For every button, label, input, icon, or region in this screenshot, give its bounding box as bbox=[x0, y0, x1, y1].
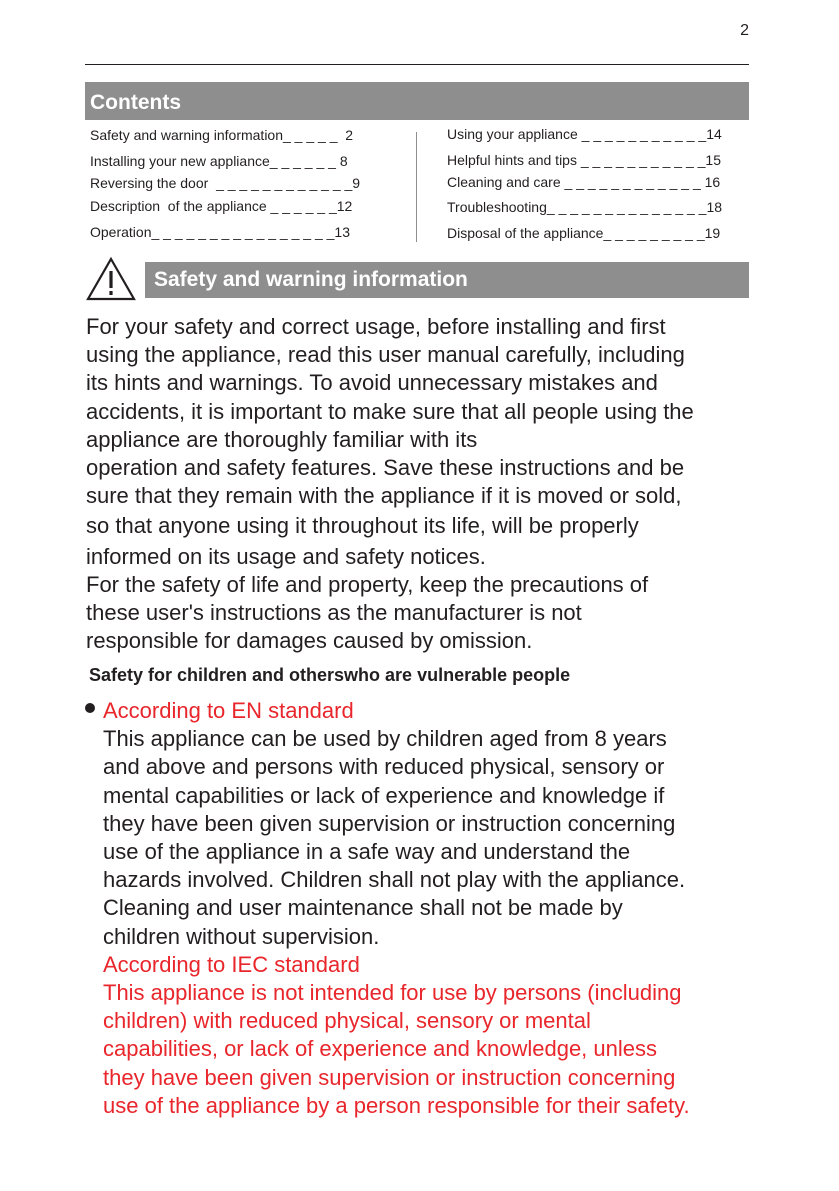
text-line: using the appliance, read this user manual carefully, including bbox=[86, 342, 685, 368]
text-line: they have been given supervision or instruction concerning bbox=[103, 1064, 676, 1090]
text-line: For your safety and correct usage, before installing and first bbox=[86, 314, 666, 339]
text-line: they have been given supervision or instruction concerning bbox=[103, 810, 676, 836]
toc-entry[interactable]: Cleaning and care _ _ _ _ _ _ _ _ _ _ _ _ 16 bbox=[447, 174, 721, 190]
text-line: children without supervision. bbox=[103, 923, 380, 949]
text-line: these user's instructions as the manufacturer is not bbox=[86, 600, 582, 626]
children-safety-subheading: Safety for children and otherswho are vulnerable people bbox=[89, 665, 571, 685]
text-line: and above and persons with reduced physical, sensory or bbox=[103, 754, 665, 780]
text-line: This appliance can be used by children aged from 8 years bbox=[103, 726, 667, 752]
text-line: use of the appliance in a safe way and understand the bbox=[103, 839, 631, 865]
bullet-icon bbox=[85, 703, 95, 713]
safety-section-heading: Safety and warning information bbox=[145, 262, 749, 298]
toc-divider bbox=[416, 132, 417, 242]
toc-entry[interactable]: Safety and warning information_ _ _ _ _ 2 bbox=[90, 127, 354, 143]
text-line: accidents, it is important to make sure that all people using the bbox=[86, 398, 694, 424]
page-number: 2 bbox=[740, 22, 749, 39]
text-line: capabilities, or lack of experience and knowledge, unless bbox=[103, 1036, 657, 1062]
text-line: hazards involved. Children shall not play with the appliance. bbox=[103, 867, 686, 893]
children-safety-bullet bbox=[103, 697, 763, 1120]
text-line: its hints and warnings. To avoid unnecessary mistakes and bbox=[86, 370, 658, 396]
iec-standard-heading: According to IEC standard bbox=[103, 951, 360, 977]
text-line: mental capabilities or lack of experience and knowledge if bbox=[103, 782, 665, 808]
toc-entry[interactable]: Troubleshooting_ _ _ _ _ _ _ _ _ _ _ _ _ _18 bbox=[447, 199, 723, 215]
toc-entry[interactable]: Description of the appliance _ _ _ _ _ _12 bbox=[90, 198, 353, 214]
top-rule bbox=[85, 64, 749, 65]
text-line: operation and safety features. Save these instructions and be bbox=[86, 455, 685, 481]
toc-entry[interactable]: Operation_ _ _ _ _ _ _ _ _ _ _ _ _ _ _ _13 bbox=[90, 224, 350, 240]
text-line: responsible for damages caused by omission. bbox=[86, 628, 533, 654]
toc-entry[interactable]: Disposal of the appliance_ _ _ _ _ _ _ _ _19 bbox=[447, 225, 721, 241]
contents-heading: Contents bbox=[85, 82, 749, 120]
text-line: children) with reduced physical, sensory or mental bbox=[103, 1008, 591, 1034]
en-standard-heading: According to EN standard bbox=[103, 698, 354, 723]
text-line: use of the appliance by a person responsible for their safety. bbox=[103, 1092, 690, 1118]
text-line: sure that they remain with the appliance if it is moved or sold, bbox=[86, 483, 682, 509]
toc-entry[interactable]: Using your appliance _ _ _ _ _ _ _ _ _ _ _14 bbox=[447, 126, 722, 142]
toc-entry[interactable]: Helpful hints and tips _ _ _ _ _ _ _ _ _ _ _15 bbox=[447, 152, 721, 168]
text-line: This appliance is not intended for use by persons (including bbox=[103, 980, 682, 1006]
toc-entry[interactable]: Reversing the door _ _ _ _ _ _ _ _ _ _ _ _9 bbox=[90, 175, 361, 191]
text-line: Cleaning and user maintenance shall not be made by bbox=[103, 895, 623, 921]
text-line: so that anyone using it throughout its life, will be properly bbox=[86, 513, 639, 539]
warning-triangle-icon bbox=[85, 256, 137, 302]
text-line: appliance are thoroughly familiar with its bbox=[86, 426, 478, 452]
toc-entry[interactable]: Installing your new appliance_ _ _ _ _ _ 8 bbox=[90, 153, 348, 169]
text-line: For the safety of life and property, keep the precautions of bbox=[86, 571, 649, 597]
text-line: informed on its usage and safety notices. bbox=[86, 543, 486, 569]
safety-intro-paragraph bbox=[86, 313, 756, 655]
